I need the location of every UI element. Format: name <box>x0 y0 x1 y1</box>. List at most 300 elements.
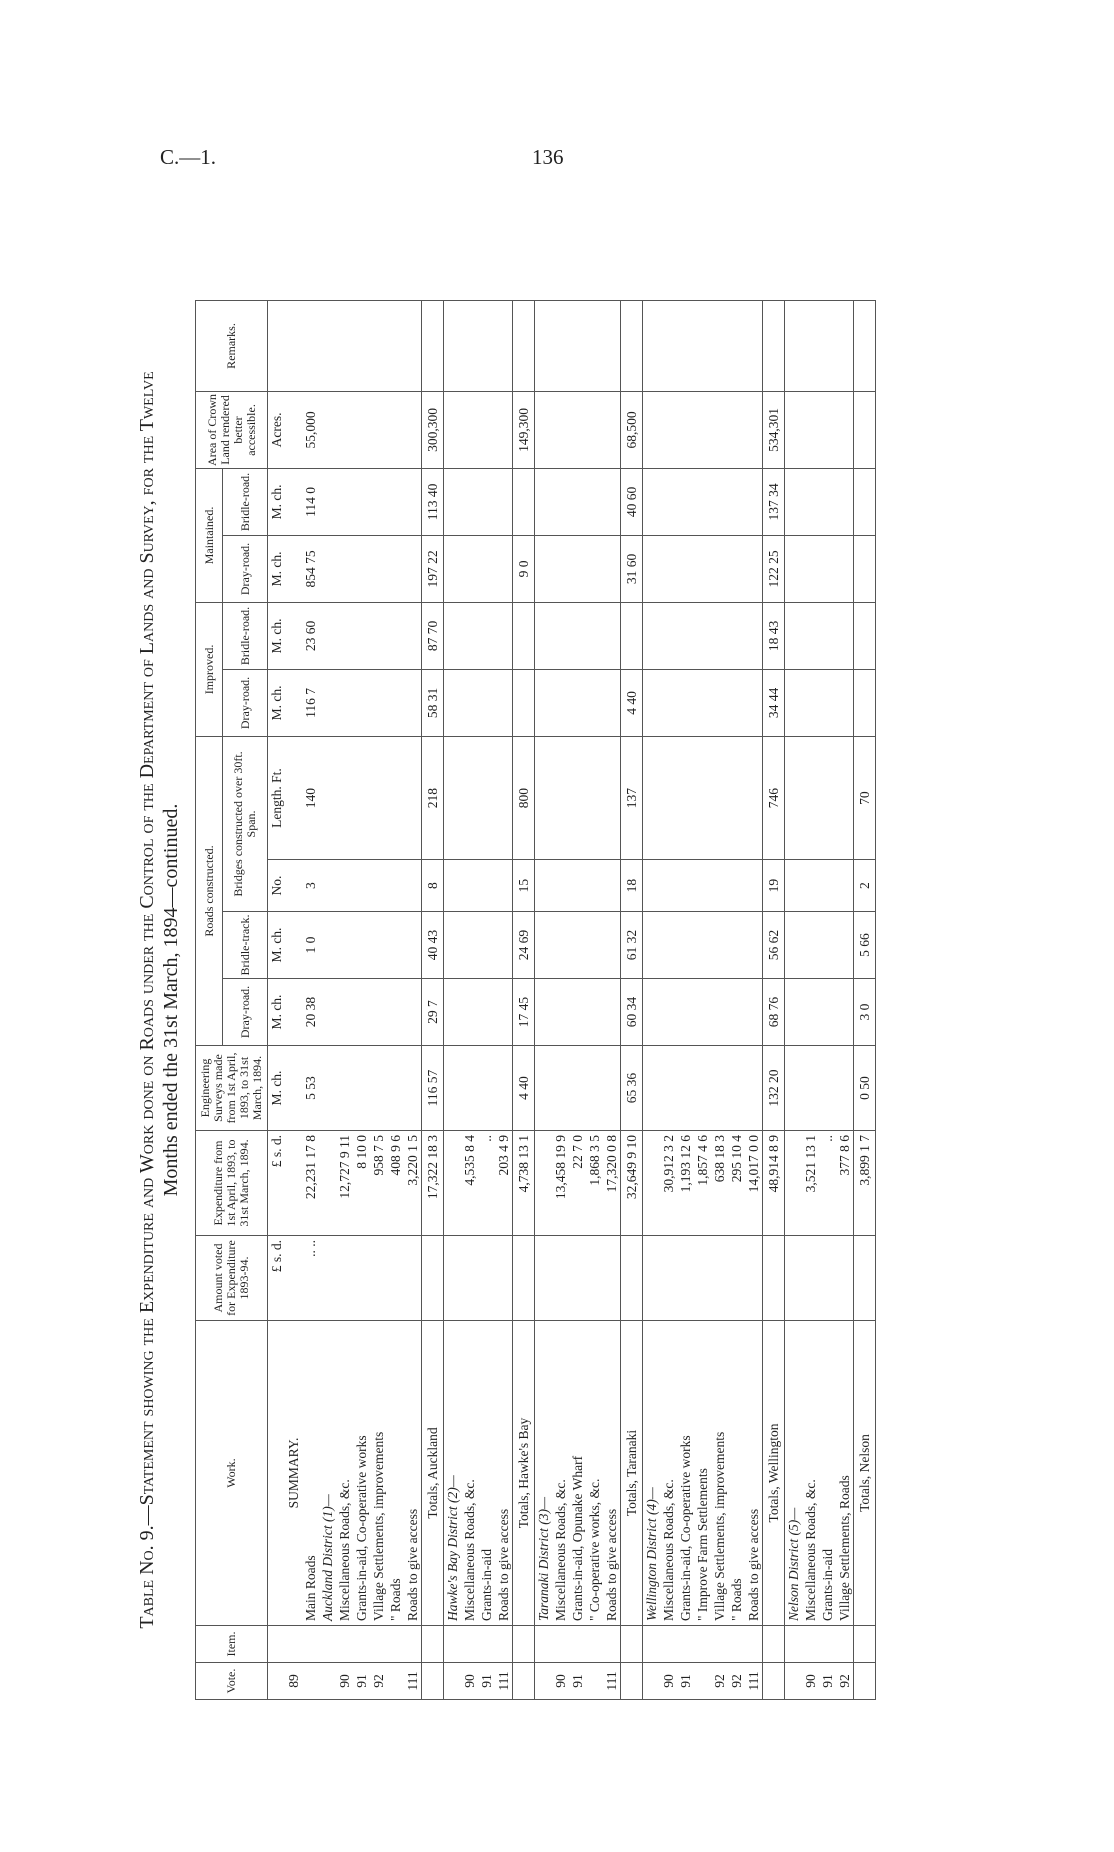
cell-imp-bridle <box>461 602 478 669</box>
cell-br-no <box>319 860 336 912</box>
cell-br-len <box>404 736 422 859</box>
cell-imp-bridle <box>854 602 876 669</box>
cell-area <box>387 391 404 468</box>
cell-amount <box>621 1236 643 1321</box>
cell-rc-dray <box>643 979 661 1046</box>
cell-imp-bridle <box>478 602 495 669</box>
cell-eng <box>336 1046 353 1131</box>
cell-imp-dray <box>336 669 353 736</box>
cell-work: Miscellaneous Roads, &c. <box>336 1321 353 1626</box>
cell-amount <box>660 1236 677 1321</box>
table-row <box>711 301 728 1700</box>
district-row <box>444 301 462 1700</box>
cell-vote: 90 <box>802 1663 819 1700</box>
cell-amount <box>387 1236 404 1321</box>
cell-work: Miscellaneous Roads, &c. <box>461 1321 478 1626</box>
cell-eng <box>387 1046 404 1131</box>
cell-area <box>836 391 854 468</box>
cell-eng: 0 50 <box>854 1046 876 1131</box>
cell-item <box>370 1626 387 1663</box>
cell-remarks <box>495 301 513 392</box>
cell-exp: 1,868 3 5 <box>586 1131 603 1236</box>
cell-vote <box>785 1663 803 1700</box>
table-row <box>603 301 621 1700</box>
cell-vote <box>854 1663 876 1700</box>
cell-rc-dray <box>336 979 353 1046</box>
cell-br-len <box>387 736 404 859</box>
cell-amount <box>728 1236 745 1321</box>
cell-remarks <box>677 301 694 392</box>
cell-rc-dray <box>478 979 495 1046</box>
cell-work: Totals, Hawke's Bay <box>513 1321 535 1626</box>
cell-vote: 90 <box>660 1663 677 1700</box>
cell-eng: 132 20 <box>763 1046 785 1131</box>
cell-vote: 90 <box>552 1663 569 1700</box>
cell-imp-bridle <box>319 602 336 669</box>
cell-mnt-dray <box>569 535 586 602</box>
cell-rc-bridle <box>535 912 553 979</box>
cell-item <box>621 1626 643 1663</box>
cell-work: Grants-in-aid, Opunake Wharf <box>569 1321 586 1626</box>
cell-rc-bridle <box>603 912 621 979</box>
cell-imp-bridle: 87 70 <box>422 602 444 669</box>
cell-br-len: 800 <box>513 736 535 859</box>
table-row <box>478 301 495 1700</box>
cell-work: " Improve Farm Settlements <box>694 1321 711 1626</box>
cell-mnt-bridle <box>569 468 586 535</box>
cell-eng <box>802 1046 819 1131</box>
cell-br-len <box>319 736 336 859</box>
col-maintained-bridle-road: Bridle-road. <box>223 468 268 535</box>
cell-imp-dray <box>836 669 854 736</box>
cell-br-no <box>677 860 694 912</box>
cell-rc-dray: 68 76 <box>763 979 785 1046</box>
col-vote: Vote. <box>196 1663 268 1700</box>
cell-area <box>603 391 621 468</box>
cell-work: Nelson District (5)— <box>785 1321 803 1626</box>
cell-br-len <box>478 736 495 859</box>
cell-imp-bridle <box>552 602 569 669</box>
cell-work: Roads to give access <box>745 1321 763 1626</box>
cell-item <box>785 1626 803 1663</box>
cell-area <box>552 391 569 468</box>
cell-rc-dray: 60 34 <box>621 979 643 1046</box>
cell-br-len <box>444 736 462 859</box>
cell-eng <box>535 1046 553 1131</box>
cell-mnt-dray <box>535 535 553 602</box>
cell-remarks <box>370 301 387 392</box>
cell-amount <box>586 1236 603 1321</box>
cell-work: " Roads <box>387 1321 404 1626</box>
cell-mnt-bridle <box>535 468 553 535</box>
col-improved: Improved. <box>196 602 223 736</box>
col-rc-dray-road: Dray-road. <box>223 979 268 1046</box>
cell-remarks <box>387 301 404 392</box>
unit-label: Length. Ft. <box>268 736 286 859</box>
cell-br-no <box>461 860 478 912</box>
cell-work: Miscellaneous Roads, &c. <box>660 1321 677 1626</box>
cell-rc-dray <box>370 979 387 1046</box>
cell-mnt-dray <box>478 535 495 602</box>
cell-br-no: 3 <box>302 860 319 912</box>
cell-work: Roads to give access <box>404 1321 422 1626</box>
col-improved-bridle-road: Bridle-road. <box>223 602 268 669</box>
cell-amount <box>802 1236 819 1321</box>
cell-item <box>461 1626 478 1663</box>
cell-exp: 12,727 9 11 <box>336 1131 353 1236</box>
cell-work: Roads to give access <box>603 1321 621 1626</box>
cell-work: " Co-operative works, &c. <box>586 1321 603 1626</box>
cell-br-len: 218 <box>422 736 444 859</box>
cell-rc-dray <box>552 979 569 1046</box>
cell-exp: 13,458 19 9 <box>552 1131 569 1236</box>
col-roads-constructed: Roads constructed. <box>196 736 223 1045</box>
cell-rc-bridle: 56 62 <box>763 912 785 979</box>
cell-remarks <box>552 301 569 392</box>
cell-imp-dray <box>444 669 462 736</box>
cell-vote <box>444 1663 462 1700</box>
cell-mnt-bridle <box>513 468 535 535</box>
cell-work: Grants-in-aid, Co-operative works <box>677 1321 694 1626</box>
cell-imp-bridle <box>643 602 661 669</box>
cell-item <box>694 1626 711 1663</box>
cell-br-no <box>643 860 661 912</box>
cell-amount <box>461 1236 478 1321</box>
cell-imp-dray <box>728 669 745 736</box>
cell-br-len <box>569 736 586 859</box>
cell-br-no <box>745 860 763 912</box>
cell-mnt-dray <box>336 535 353 602</box>
cell-area <box>285 391 302 468</box>
cell-imp-dray <box>819 669 836 736</box>
col-engineering-surveys: Engineering Surveys made from 1st April, 1893, to 31st March, 1894. <box>196 1046 268 1131</box>
cell-work: Totals, Nelson <box>854 1321 876 1626</box>
cell-exp: 408 9 6 <box>387 1131 404 1236</box>
cell-mnt-bridle <box>404 468 422 535</box>
cell-area <box>319 391 336 468</box>
cell-imp-dray <box>387 669 404 736</box>
col-work: Work. <box>196 1321 268 1626</box>
roads-expenditure-table <box>195 300 876 1700</box>
cell-remarks <box>353 301 370 392</box>
cell-remarks <box>535 301 553 392</box>
cell-rc-bridle <box>319 912 336 979</box>
cell-mnt-bridle <box>552 468 569 535</box>
cell-mnt-dray <box>745 535 763 602</box>
cell-br-no <box>552 860 569 912</box>
cell-eng <box>586 1046 603 1131</box>
cell-amount <box>763 1236 785 1321</box>
cell-br-no: 18 <box>621 860 643 912</box>
cell-amount <box>711 1236 728 1321</box>
table-row <box>745 301 763 1700</box>
cell-exp <box>785 1131 803 1236</box>
cell-br-len <box>694 736 711 859</box>
cell-area <box>785 391 803 468</box>
unit-label: Acres. <box>268 391 286 468</box>
cell-eng <box>285 1046 302 1131</box>
cell-br-no <box>603 860 621 912</box>
cell-area <box>444 391 462 468</box>
cell-remarks <box>802 301 819 392</box>
cell-eng <box>569 1046 586 1131</box>
cell-mnt-dray <box>353 535 370 602</box>
cell-mnt-bridle <box>285 468 302 535</box>
cell-mnt-bridle <box>336 468 353 535</box>
district-row <box>643 301 661 1700</box>
cell-amount <box>353 1236 370 1321</box>
totals-row <box>422 301 444 1700</box>
cell-vote: 111 <box>603 1663 621 1700</box>
cell-remarks <box>660 301 677 392</box>
cell-rc-bridle <box>478 912 495 979</box>
cell-work: Roads to give access <box>495 1321 513 1626</box>
cell-remarks <box>404 301 422 392</box>
cell-area <box>728 391 745 468</box>
table-body <box>268 301 876 1700</box>
cell-remarks <box>422 301 444 392</box>
page-identifier: C.—1. <box>160 145 217 169</box>
cell-mnt-dray <box>586 535 603 602</box>
cell-amount <box>552 1236 569 1321</box>
cell-mnt-dray <box>854 535 876 602</box>
table-row <box>302 301 319 1700</box>
cell-remarks <box>836 301 854 392</box>
cell-rc-bridle <box>728 912 745 979</box>
cell <box>268 1321 286 1626</box>
cell-rc-dray: 29 7 <box>422 979 444 1046</box>
cell-exp: 203 4 9 <box>495 1131 513 1236</box>
table-row <box>285 301 302 1700</box>
cell-br-no <box>535 860 553 912</box>
cell-mnt-bridle <box>745 468 763 535</box>
cell-amount <box>836 1236 854 1321</box>
cell-amount <box>444 1236 462 1321</box>
cell-vote: 91 <box>478 1663 495 1700</box>
cell-work: Wellington District (4)— <box>643 1321 661 1626</box>
cell-mnt-dray <box>694 535 711 602</box>
cell-mnt-bridle: 137 34 <box>763 468 785 535</box>
cell-area <box>461 391 478 468</box>
cell-imp-bridle <box>370 602 387 669</box>
cell-br-len <box>353 736 370 859</box>
cell-mnt-dray <box>461 535 478 602</box>
cell-amount <box>422 1236 444 1321</box>
cell-amount <box>285 1236 302 1321</box>
cell-exp: 30,912 3 2 <box>660 1131 677 1236</box>
col-improved-dray-road: Dray-road. <box>223 669 268 736</box>
cell-item <box>336 1626 353 1663</box>
cell-rc-bridle: 61 32 <box>621 912 643 979</box>
table-row <box>677 301 694 1700</box>
cell-imp-dray <box>643 669 661 736</box>
col-amount-voted: Amount voted for Expenditure 1893-94. <box>196 1236 268 1321</box>
cell-item <box>677 1626 694 1663</box>
cell-imp-dray <box>802 669 819 736</box>
cell-remarks <box>461 301 478 392</box>
cell-br-no <box>444 860 462 912</box>
cell-amount <box>404 1236 422 1321</box>
cell-mnt-bridle <box>495 468 513 535</box>
cell-rc-dray <box>802 979 819 1046</box>
cell-br-len: 746 <box>763 736 785 859</box>
cell-remarks <box>621 301 643 392</box>
cell-area <box>819 391 836 468</box>
district-row <box>319 301 336 1700</box>
cell-imp-bridle <box>569 602 586 669</box>
cell-imp-dray: 34 44 <box>763 669 785 736</box>
cell-amount: .. .. <box>302 1236 319 1321</box>
cell-mnt-bridle <box>711 468 728 535</box>
cell-vote <box>535 1663 553 1700</box>
cell-mnt-bridle <box>677 468 694 535</box>
cell-area: 55,000 <box>302 391 319 468</box>
cell-remarks <box>285 301 302 392</box>
cell-exp: 48,914 8 9 <box>763 1131 785 1236</box>
cell-imp-dray <box>285 669 302 736</box>
cell-rc-bridle <box>353 912 370 979</box>
cell-work: Miscellaneous Roads, &c. <box>802 1321 819 1626</box>
col-item: Item. <box>196 1626 268 1663</box>
cell-br-len <box>370 736 387 859</box>
cell-remarks <box>763 301 785 392</box>
cell-br-no <box>336 860 353 912</box>
cell-vote: 91 <box>569 1663 586 1700</box>
cell-exp: 1,857 4 6 <box>694 1131 711 1236</box>
col-remarks: Remarks. <box>196 301 268 392</box>
cell-imp-dray <box>785 669 803 736</box>
cell-item <box>745 1626 763 1663</box>
cell-work: Auckland District (1)— <box>319 1321 336 1626</box>
units-row <box>268 301 286 1700</box>
cell-rc-dray: 20 38 <box>302 979 319 1046</box>
cell-vote: 92 <box>711 1663 728 1700</box>
cell-br-no <box>387 860 404 912</box>
cell-mnt-dray <box>387 535 404 602</box>
district-row <box>535 301 553 1700</box>
cell-rc-bridle <box>785 912 803 979</box>
cell-vote <box>319 1663 336 1700</box>
cell-remarks <box>728 301 745 392</box>
cell-exp: 3,220 1 5 <box>404 1131 422 1236</box>
cell-vote <box>643 1663 661 1700</box>
cell-br-no: 2 <box>854 860 876 912</box>
cell-mnt-bridle <box>478 468 495 535</box>
cell-remarks <box>694 301 711 392</box>
cell-br-len <box>711 736 728 859</box>
cell-amount <box>643 1236 661 1321</box>
cell-rc-dray <box>387 979 404 1046</box>
cell-rc-dray <box>569 979 586 1046</box>
cell-imp-bridle <box>513 602 535 669</box>
cell-rc-dray <box>319 979 336 1046</box>
cell-br-no <box>836 860 854 912</box>
table-row <box>387 301 404 1700</box>
cell-mnt-bridle <box>444 468 462 535</box>
cell-rc-bridle <box>643 912 661 979</box>
cell-mnt-bridle <box>461 468 478 535</box>
cell-imp-dray <box>478 669 495 736</box>
cell-br-no <box>785 860 803 912</box>
cell-work: Totals, Wellington <box>763 1321 785 1626</box>
cell-amount <box>569 1236 586 1321</box>
cell-rc-dray <box>285 979 302 1046</box>
cell-rc-bridle <box>745 912 763 979</box>
cell-imp-dray <box>404 669 422 736</box>
cell-item <box>854 1626 876 1663</box>
cell-item <box>404 1626 422 1663</box>
cell-exp: 3,521 13 1 <box>802 1131 819 1236</box>
cell-work: Grants-in-aid <box>478 1321 495 1626</box>
table-title-line-1: Table No. 9.—Statement showing the Expenditure and Work done on Roads under the Control of the Department of Lands and Survey, for the Twelve <box>136 371 158 1629</box>
cell-mnt-dray <box>643 535 661 602</box>
cell-work: Grants-in-aid <box>819 1321 836 1626</box>
cell-area <box>478 391 495 468</box>
cell-item <box>836 1626 854 1663</box>
cell-item <box>660 1626 677 1663</box>
cell-mnt-dray: 122 25 <box>763 535 785 602</box>
cell-mnt-bridle <box>694 468 711 535</box>
cell-vote <box>694 1663 711 1700</box>
cell-area: 534,301 <box>763 391 785 468</box>
cell-eng <box>643 1046 661 1131</box>
cell-imp-bridle <box>535 602 553 669</box>
cell-rc-dray <box>535 979 553 1046</box>
cell-mnt-bridle: 113 40 <box>422 468 444 535</box>
cell-exp <box>319 1131 336 1236</box>
cell-br-no <box>478 860 495 912</box>
cell-eng: 116 57 <box>422 1046 444 1131</box>
cell-remarks <box>302 301 319 392</box>
cell-exp: 22,231 17 8 <box>302 1131 319 1236</box>
cell-item <box>586 1626 603 1663</box>
cell-imp-dray <box>370 669 387 736</box>
cell-imp-bridle <box>387 602 404 669</box>
table-row <box>495 301 513 1700</box>
unit-label: M. ch. <box>268 602 286 669</box>
cell-mnt-dray <box>711 535 728 602</box>
cell-item <box>711 1626 728 1663</box>
cell-imp-bridle <box>677 602 694 669</box>
table-row <box>370 301 387 1700</box>
cell-imp-bridle <box>711 602 728 669</box>
cell-vote: 92 <box>370 1663 387 1700</box>
cell-area <box>569 391 586 468</box>
cell-area <box>586 391 603 468</box>
cell-work: SUMMARY. <box>285 1321 302 1626</box>
cell-br-len <box>535 736 553 859</box>
cell-imp-bridle <box>621 602 643 669</box>
cell-work: Miscellaneous Roads, &c. <box>552 1321 569 1626</box>
cell-br-len <box>461 736 478 859</box>
cell-eng <box>444 1046 462 1131</box>
cell-imp-dray <box>711 669 728 736</box>
cell-eng <box>745 1046 763 1131</box>
cell-eng <box>694 1046 711 1131</box>
cell-mnt-bridle <box>603 468 621 535</box>
cell-imp-dray <box>660 669 677 736</box>
cell-remarks <box>819 301 836 392</box>
cell-vote: 90 <box>461 1663 478 1700</box>
cell-imp-dray <box>552 669 569 736</box>
cell-rc-dray <box>404 979 422 1046</box>
cell-rc-bridle <box>461 912 478 979</box>
cell-imp-dray <box>513 669 535 736</box>
cell-exp <box>643 1131 661 1236</box>
table-row <box>461 301 478 1700</box>
cell-imp-dray: 4 40 <box>621 669 643 736</box>
cell-imp-bridle <box>353 602 370 669</box>
